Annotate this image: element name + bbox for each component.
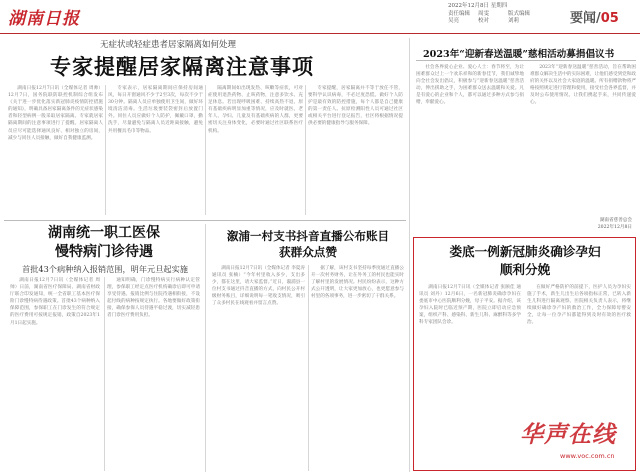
section-prefix: 要闻/	[570, 11, 601, 26]
column-divider	[105, 85, 106, 215]
editor-credit: 责任编辑	[448, 11, 471, 17]
editor-credit: 刘莉	[508, 18, 520, 24]
union-story-column: 湖南日报12月7日讯（全媒体记者 周帅）日前，湖南省医疗保障局、湖南省财政厅联合印发通知，统一全省职工基本医疗保险门诊慢特病待遇政策。首批43个病种纳入保障范围，参保职工在门诊发生的符合规定的医疗费用可按规定报销，政策自2023年1月1日起实施。	[10, 278, 100, 326]
section-label	[570, 7, 619, 26]
union-story-headline: 湖南统一职工医保 慢特病门诊待遇	[48, 225, 160, 260]
paper-logo: 湖南日报	[8, 9, 80, 29]
sidebar-sign-date: 2022年12月8日	[597, 224, 632, 230]
column-divider	[305, 85, 306, 215]
editor-credit: 周雯	[478, 11, 490, 17]
section-divider	[409, 38, 410, 472]
sidebar-signature	[540, 218, 632, 231]
main-story-column: 专家提醒，居家隔离并不等于放任不管，要科学认识病毒，不必过度恐慌。做好个人防护是最有效的防控措施，每个人都是自己健康的第一责任人。抗原检测阳性人员可通过社区或相关平台进行登记报告，社区将根据情况提供必要的健康指导与服务保障。	[308, 86, 403, 127]
masthead-meta	[448, 3, 536, 25]
sidebar-headline: 2023年“迎新春送温暖”慈相活动募捐倡议书	[423, 49, 615, 60]
watermark-logo: 华声在线	[520, 421, 616, 448]
main-story-headline: 专家提醒居家隔离注意事项	[50, 54, 314, 79]
date-line: 2022年12月8日 星期四	[448, 3, 508, 9]
pregnant-story-column: 在做好严格防护的前提下，医护人员为孕妇实施了手术，新生儿出生后各项指标正常，已转入新生儿科进行隔离观察。医院相关负责人表示，将继续做好确诊孕产妇的救治工作，全力保障母婴安全，让每一位孕产妇都能得到及时有效的医疗救治。	[527, 285, 631, 326]
livestream-story-column: 据了解，该村支书坚持每季度通过直播公开一次村务财务，让在外务工的村民也能实时了解村里的发展情况。村民纷纷表示，这种方式公开透明，让大家更加放心，也更愿意参与村里的各项事务，进一步密切了干群关系。	[311, 266, 404, 300]
union-story-subtitle: 首批43个病种纳入报销范围，明年元旦起实施	[22, 264, 188, 274]
main-story-column: 隔离期间如出现发热、咳嗽等症状，可对症使用退热药物、止咳药物，注意多饮水、充足休息。若出现呼吸困难、持续高热不退、原有基础疾病明显加重等情况，应及时就医。老年人、孕妇、儿童及有基础疾病的人群，更要密切关注身体变化，必要时通过社区联系医疗机构。	[208, 86, 303, 134]
pregnant-story-headline: 娄底一例新冠肺炎确诊孕妇 顺利分娩	[449, 244, 601, 277]
sidebar-sign-org: 湖南省慈善总会	[599, 218, 632, 223]
watermark-url: www.voc.com.cn	[560, 452, 615, 460]
editor-credit: 吴亮	[448, 18, 460, 24]
section-number: 05	[600, 11, 619, 26]
column-divider	[205, 85, 206, 215]
editor-credit: 版式编辑	[508, 11, 531, 17]
section-divider	[205, 224, 206, 472]
main-story-lede: 无症状或轻症患者居家隔离如何处理	[100, 40, 237, 50]
pregnant-story-column: 湖南日报12月7日讯（全媒体记者 张颐佳 通讯员 刘丹）12月6日，一名新冠肺炎确诊孕妇在娄底市中心医院顺利分娩，母子平安。据介绍，该孕妇入院时已临近预产期，医院立即启动应急预案，组织产科、感染科、新生儿科、麻醉科等多学科专家团队会诊。	[419, 285, 521, 326]
livestream-story-column: 湖南日报12月7日讯（全媒体记者 李夏涛 通讯员 张楠）“今年村里收入多少，支出多少，都在这里，请大家监督。”近日，溆浦县一位村支书通过抖音直播的方式，向村民公开村级财务账目，详细说明每一笔收支情况，吸引了众多村民在线观看并留言点赞。	[212, 266, 305, 307]
column-divider	[104, 277, 105, 471]
sidebar-rule	[416, 60, 636, 61]
masthead	[0, 0, 640, 34]
editor-credit: 校对	[478, 18, 490, 24]
livestream-story-headline: 溆浦一村支书抖音直播公布账目 获群众点赞	[226, 229, 390, 259]
union-story-column: 通知明确，门诊慢特病实行病种认定管理，参保职工经定点医疗机构确诊后即可申请享受待遇。报销比例与住院待遇相衔接，不设起付线的病种按规定执行。各地要做好政策衔接，确保参保人员待遇平稳过渡，切实减轻患者门诊医疗费用负担。	[107, 278, 200, 319]
sidebar-column: 2023年“迎新春送温暖”慈善活动，旨在帮助困难群众解决生活中的实际困难，让他们感受到党和政府的关怀以及社会大家庭的温暖。所有捐赠款物将严格按照规定进行管理和使用，接受社会各界监督，并及时公布使用情况。让我们携起手来，共同传递爱心。	[530, 65, 636, 106]
sidebar-column: 社会各界爱心企业、爱心人士：春节将至，为让困难群众过上一个欢乐祥和的新春佳节，我们诚挚地向全社会发出倡议，积极参与“迎新春送温暖”慈善活动，伸出援助之手，为困难群众送去温暖和关爱。凡是有爱心的企业和个人，都可以通过多种方式参与捐赠，奉献爱心。	[416, 65, 524, 106]
editor-credits	[448, 11, 536, 25]
main-story-column: 专家表示，居家隔离期间应保持房间通风，每日开窗通风不少于2至3次，每次不少于30分钟。隔离人员应单独使用卫生间，做好环境清洁消毒。生活垃圾要装袋密封后放置门外。同住人员应做好个人防护，佩戴口罩，勤洗手，尽量避免与隔离人员近距离接触，避免共用餐具毛巾等物品。	[108, 86, 203, 134]
main-story-column: 湖南日报12月7日讯（全媒体记者 周帅）12月7日，国务院联防联控机制综合组发布《关于进一步优化落实新冠肺炎疫情防控措施的通知》，明确具备居家隔离条件的无症状感染者和轻型病例一般采取居家隔离。专家就居家隔离期间的注意事项进行了提醒。居家隔离人员应尽可能选择通风良好、相对独立的房间，减少与同住人员接触，做好自我健康监测。	[8, 86, 103, 141]
story-rule	[4, 220, 406, 221]
column-divider	[308, 265, 309, 471]
